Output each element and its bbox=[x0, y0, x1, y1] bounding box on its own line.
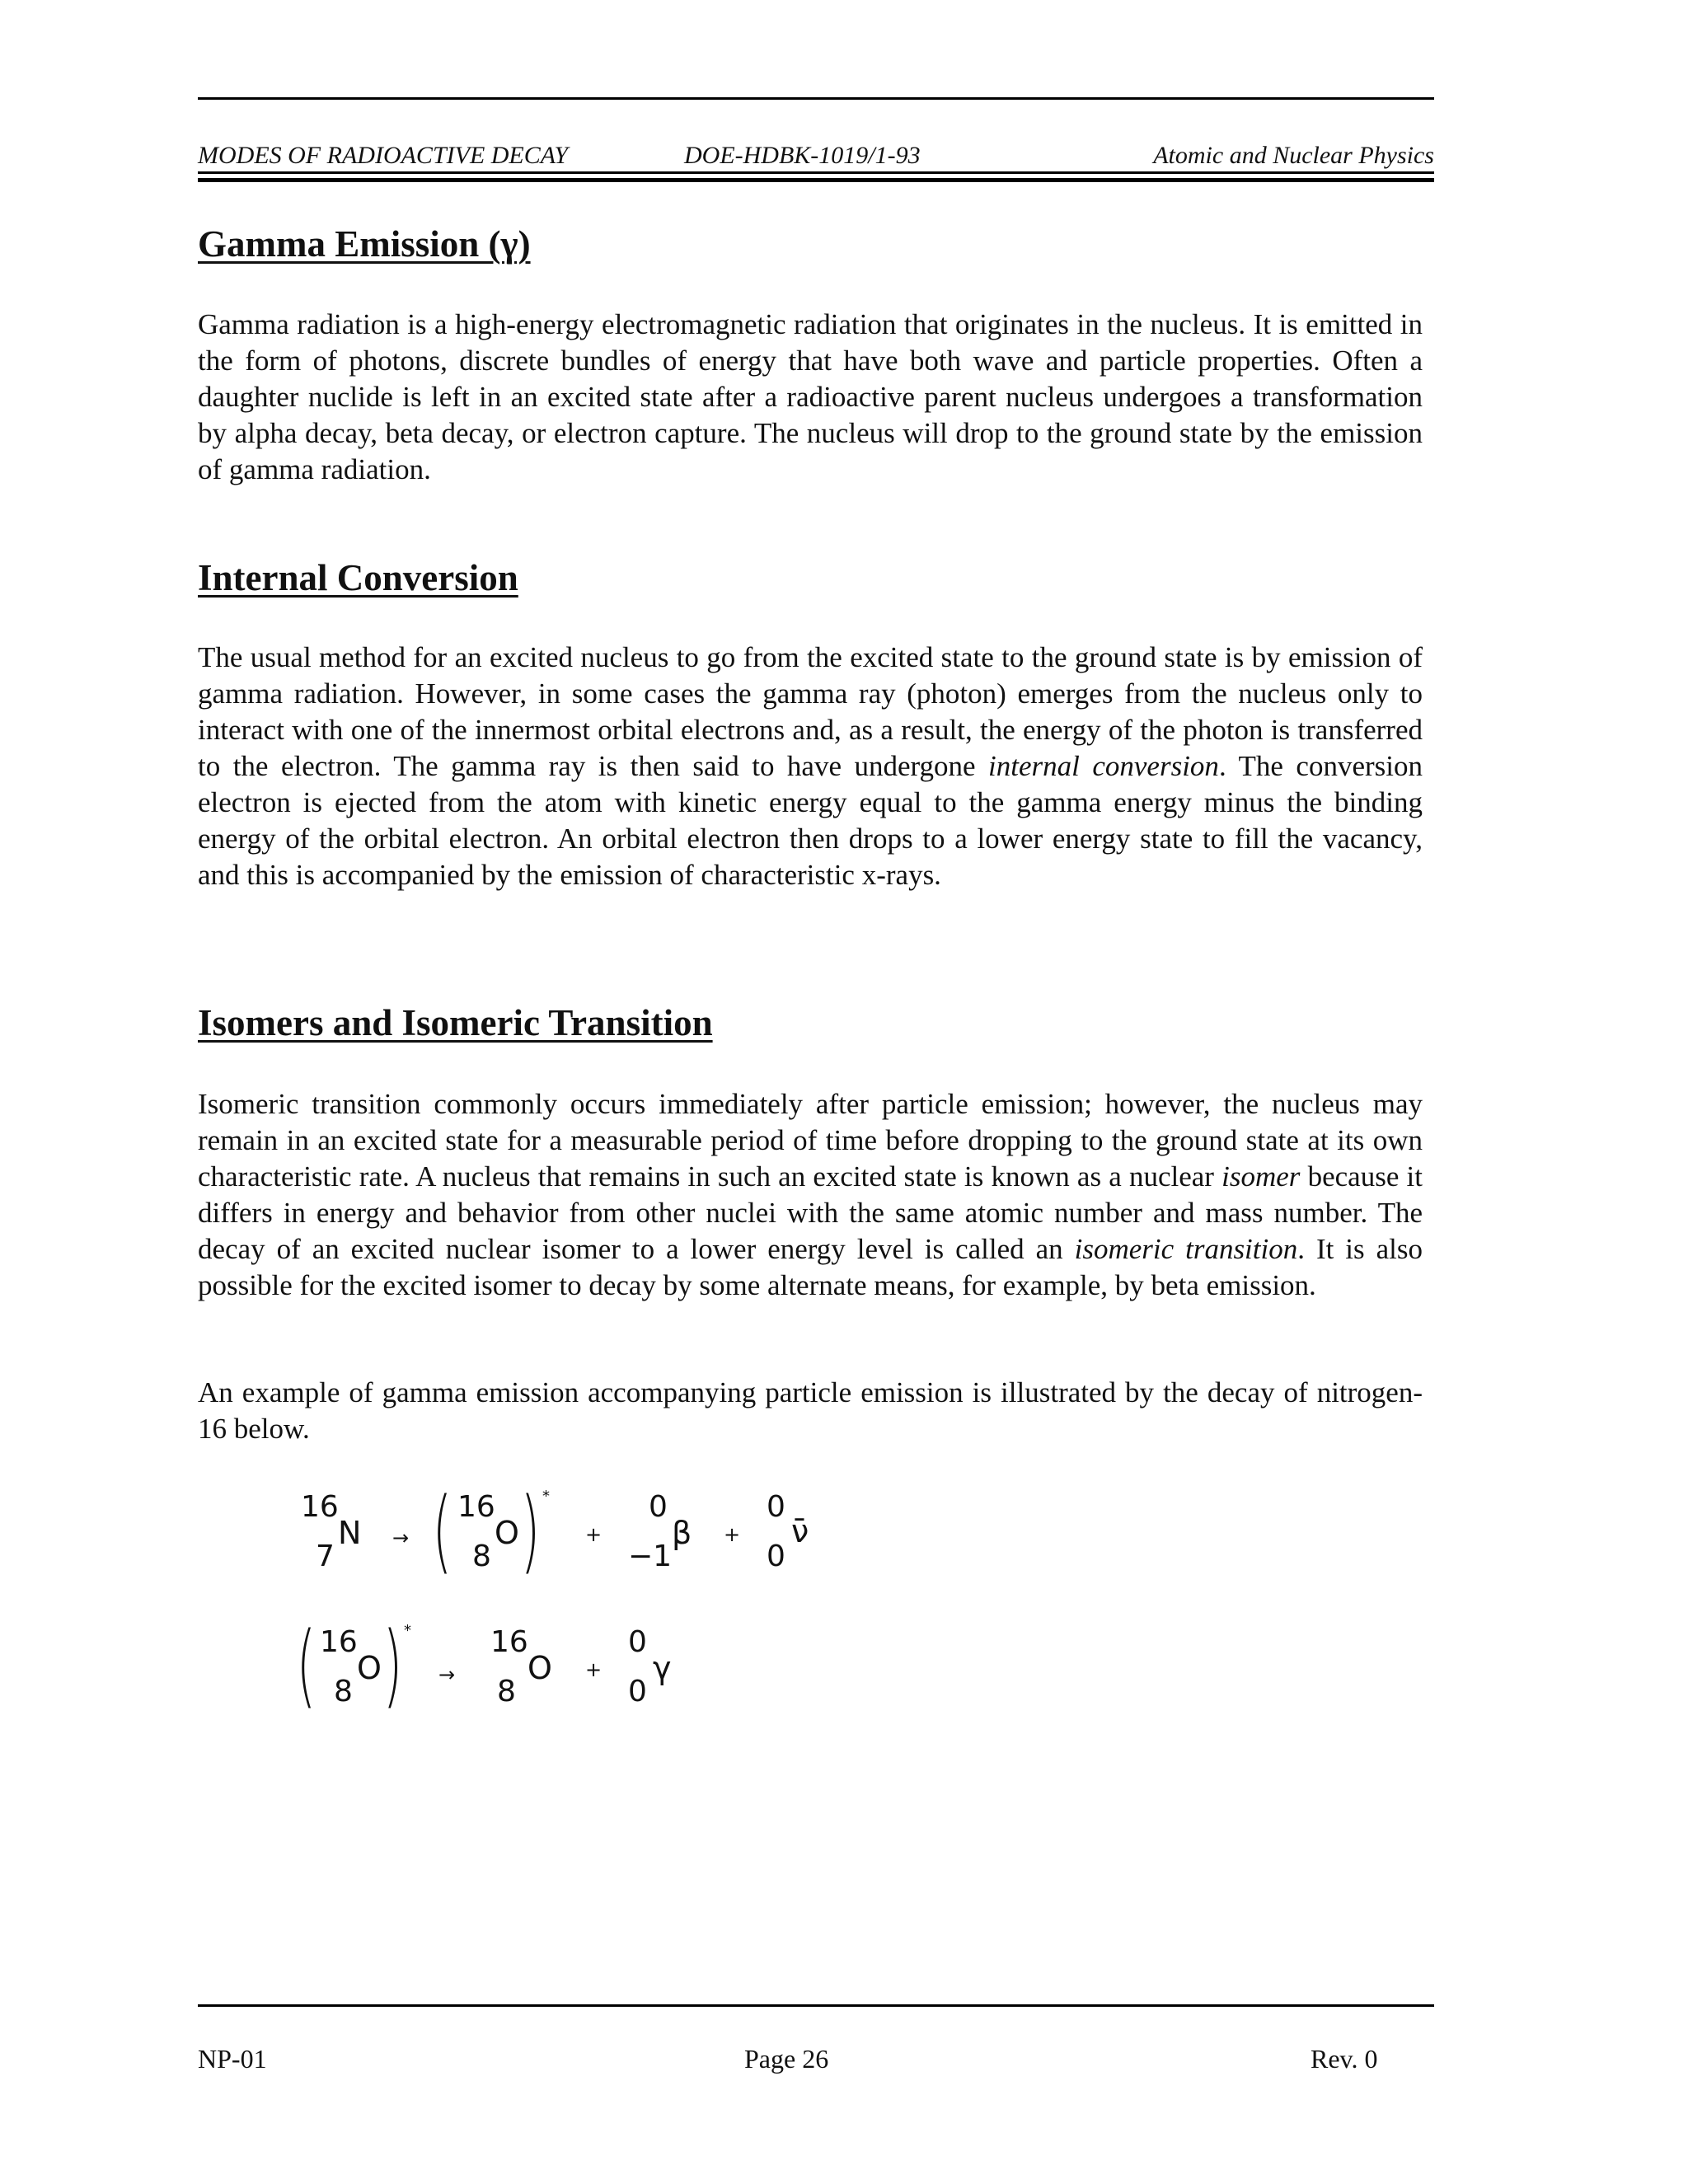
gamma-atomic-number: 0 bbox=[628, 1675, 647, 1708]
header-bottom-rule-thick bbox=[198, 178, 1434, 182]
header-left-title: MODES OF RADIOACTIVE DECAY bbox=[198, 142, 569, 169]
heading-isomers: Isomers and Isomeric Transition bbox=[198, 1002, 713, 1043]
text-segment: . It is also possible for the excited isomer to decay by some alternate means, for example, by beta emission. bbox=[198, 1233, 1423, 1301]
paragraph-isomers bbox=[198, 1086, 1423, 1304]
beta-symbol: β bbox=[672, 1515, 692, 1551]
term-isomer: isomer bbox=[1221, 1160, 1301, 1193]
term-isomeric-transition: isomeric transition bbox=[1074, 1233, 1298, 1265]
gamma-symbol: γ bbox=[653, 1650, 672, 1686]
paragraph-internal-conversion bbox=[198, 640, 1423, 893]
n-symbol: N bbox=[338, 1515, 362, 1551]
footer-doc-id: NP-01 bbox=[198, 2044, 267, 2074]
right-paren: ) bbox=[382, 1612, 403, 1718]
footer-revision: Rev. 0 bbox=[1311, 2044, 1378, 2074]
text-segment: because it differs in energy and behavior from other nuclei with the same atomic number and mass number. The decay of an excited nuclear isomer to a lower energy level is called an bbox=[198, 1160, 1423, 1265]
heading-internal-conversion: Internal Conversion bbox=[198, 557, 518, 598]
o-atomic-number: 8 bbox=[472, 1540, 491, 1573]
plus-sign: + bbox=[724, 1523, 741, 1546]
plus-sign: + bbox=[585, 1658, 603, 1681]
antineutrino-atomic-number: 0 bbox=[767, 1540, 785, 1573]
gamma-mass-number: 0 bbox=[628, 1625, 647, 1659]
reaction-arrow: → bbox=[438, 1663, 456, 1686]
o-ground-mass-number: 16 bbox=[490, 1625, 528, 1659]
heading-gamma-emission: Gamma Emission (γ) bbox=[198, 223, 531, 265]
o-excited-mass-number: 16 bbox=[320, 1625, 358, 1659]
paragraph-example: An example of gamma emission accompanying particle emission is illustrated by the decay of nitrogen-16 below. bbox=[198, 1376, 1423, 1445]
reaction-arrow: → bbox=[392, 1526, 410, 1549]
n-mass-number: 16 bbox=[301, 1490, 339, 1524]
beta-atomic-number: −1 bbox=[628, 1540, 673, 1573]
beta-mass-number: 0 bbox=[649, 1490, 668, 1524]
plus-sign: + bbox=[585, 1523, 603, 1546]
text-segment: The usual method for an excited nucleus to go from the excited state to the ground state is by emission of gamma radiation. However, in some cases the gamma ray (photon) emerges from the nucleus only to interact with one of the innermost orbital electrons and, as a result, the energy of the photon is transferred to the electron. The gamma ray is then said to have undergone bbox=[198, 641, 1423, 782]
o-excited-atomic-number: 8 bbox=[334, 1675, 353, 1708]
footer-page-number: Page 26 bbox=[744, 2044, 829, 2074]
o-excited-symbol: O bbox=[357, 1650, 382, 1686]
o-symbol: O bbox=[495, 1515, 519, 1551]
header-top-rule bbox=[198, 97, 1434, 100]
header-doc-number: DOE-HDBK-1019/1-93 bbox=[684, 142, 921, 169]
paragraph-gamma-emission: Gamma radiation is a high-energy electromagnetic radiation that originates in the nucleus. It is emitted in the form of photons, discrete bundles of energy that have both wave and particle properties. Often a daughter nuclide is left in an excited state after a radioactive parent nucleus undergoes a transformation by alpha decay, beta decay, or electron capture. The nucleus will drop to the ground state by the emission of gamma radiation. bbox=[198, 308, 1423, 485]
o-mass-number: 16 bbox=[457, 1490, 495, 1524]
text-segment: . The conversion electron is ejected from the atom with kinetic energy equal to the gamma energy minus the binding energy of the orbital electron. An orbital electron then drops to a lower energy state to fill the vacancy, and this is accompanied by the emission of characteristic x-rays. bbox=[198, 750, 1423, 891]
o-ground-symbol: O bbox=[528, 1650, 552, 1686]
term-internal-conversion: internal conversion bbox=[988, 750, 1219, 782]
antineutrino-symbol: ν̄ bbox=[791, 1513, 809, 1549]
footer-rule bbox=[198, 2004, 1434, 2007]
left-paren: ( bbox=[432, 1478, 452, 1583]
excited-state-marker: * bbox=[542, 1488, 550, 1505]
text-segment: Isomeric transition commonly occurs immediately after particle emission; however, the nucleus may remain in an excited state for a measurable period of time before dropping to the ground state at its own characteristic rate. A nucleus that remains in such an excited state is known as a nuclear bbox=[198, 1088, 1423, 1193]
header-bottom-rule bbox=[198, 171, 1434, 174]
left-paren: ( bbox=[296, 1612, 316, 1718]
o-ground-atomic-number: 8 bbox=[497, 1675, 516, 1708]
n-atomic-number: 7 bbox=[316, 1540, 335, 1573]
antineutrino-mass-number: 0 bbox=[767, 1490, 785, 1524]
header-right-title: Atomic and Nuclear Physics bbox=[1153, 142, 1434, 169]
excited-state-marker: * bbox=[404, 1622, 411, 1639]
right-paren: ) bbox=[520, 1478, 541, 1583]
